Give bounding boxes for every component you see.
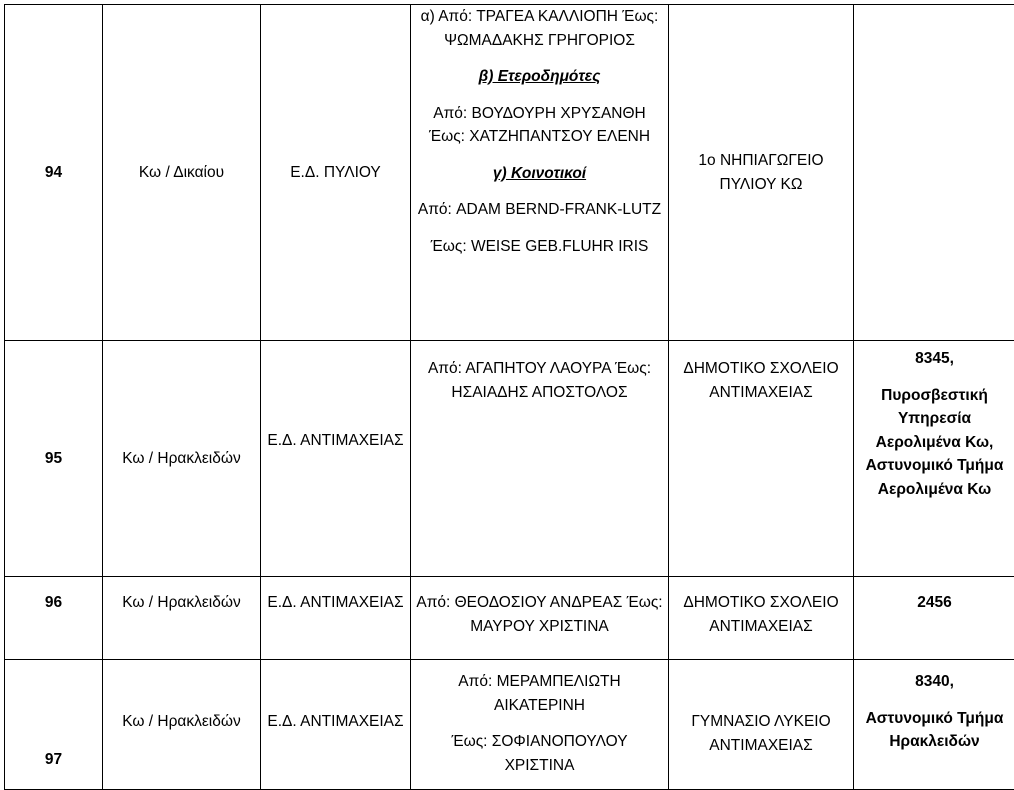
notes-code: 8340, xyxy=(858,670,1011,694)
notes-text: Αστυνομικό Τμήμα Ηρακλειδών xyxy=(858,707,1011,754)
polling-stations-table xyxy=(4,4,1014,790)
voters-heading-c: γ) Κοινοτικοί xyxy=(415,162,664,186)
location-cell: ΔΗΜΟΤΙΚΟ ΣΧΟΛΕΙΟ ΑΝΤΙΜΑΧΕΙΑΣ xyxy=(669,341,854,577)
station-number: 96 xyxy=(5,577,103,660)
notes-text: Πυροσβεστική Υπηρεσία Αερολιμένα Κω, Αστυνομικό Τμήμα Αερολιμένα Κω xyxy=(858,384,1011,502)
voters-range-c-to: Έως: WEISE GEB.FLUHR IRIS xyxy=(415,235,664,259)
location-cell: ΓΥΜΝΑΣΙΟ ΛΥΚΕΙΟ ΑΝΤΙΜΑΧΕΙΑΣ xyxy=(669,660,854,790)
voters-range-b: Από: ΒΟΥΔΟΥΡΗ ΧΡΥΣΑΝΘΗ Έως: ΧΑΤΖΗΠΑΝΤΣΟΥ ΕΛΕΝΗ xyxy=(415,102,664,149)
district-cell: Ε.Δ. ΑΝΤΙΜΑΧΕΙΑΣ xyxy=(261,660,411,790)
table-row xyxy=(5,5,1014,341)
voters-to: Έως: ΣΟΦΙΑΝΟΠΟΥΛΟΥ ΧΡΙΣΤΙΝΑ xyxy=(415,730,664,777)
notes-cell xyxy=(854,5,1014,341)
district-cell: Ε.Δ. ΑΝΤΙΜΑΧΕΙΑΣ xyxy=(261,341,411,577)
table-row xyxy=(5,341,1014,577)
station-number: 95 xyxy=(5,341,103,577)
notes-code: 8345, xyxy=(858,347,1011,371)
voters-heading-b: β) Ετεροδημότες xyxy=(415,65,664,89)
municipality-cell: Κω / Ηρακλειδών xyxy=(103,577,261,660)
voters-range-a: α) Από: ΤΡΑΓΕΑ ΚΑΛΛΙΟΠΗ Έως: ΨΩΜΑΔΑΚΗΣ ΓΡΗΓΟΡΙΟΣ xyxy=(415,5,664,52)
voters-cell xyxy=(411,660,669,790)
voters-cell xyxy=(411,5,669,341)
district-cell: Ε.Δ. ΠΥΛΙΟΥ xyxy=(261,5,411,341)
notes-cell xyxy=(854,660,1014,790)
municipality-cell: Κω / Ηρακλειδών xyxy=(103,660,261,790)
municipality-cell: Κω / Ηρακλειδών xyxy=(103,341,261,577)
notes-cell: 2456 xyxy=(854,577,1014,660)
district-cell: Ε.Δ. ΑΝΤΙΜΑΧΕΙΑΣ xyxy=(261,577,411,660)
station-number: 97 xyxy=(5,660,103,790)
municipality-cell: Κω / Δικαίου xyxy=(103,5,261,341)
table-row xyxy=(5,660,1014,790)
station-number: 94 xyxy=(5,5,103,341)
voters-range-c-from: Από: ADAM BERND-FRANK-LUTZ xyxy=(415,198,664,222)
voters-cell: Από: ΑΓΑΠΗΤΟΥ ΛΑΟΥΡΑ Έως: ΗΣΑΙΑΔΗΣ ΑΠΟΣΤΟΛΟΣ xyxy=(411,341,669,577)
location-cell: 1ο ΝΗΠΙΑΓΩΓΕΙΟ ΠΥΛΙΟΥ ΚΩ xyxy=(669,5,854,341)
table-row xyxy=(5,577,1014,660)
location-cell: ΔΗΜΟΤΙΚΟ ΣΧΟΛΕΙΟ ΑΝΤΙΜΑΧΕΙΑΣ xyxy=(669,577,854,660)
notes-cell xyxy=(854,341,1014,577)
voters-from: Από: ΜΕΡΑΜΠΕΛΙΩΤΗ ΑΙΚΑΤΕΡΙΝΗ xyxy=(415,670,664,717)
voters-cell: Από: ΘΕΟΔΟΣΙΟΥ ΑΝΔΡΕΑΣ Έως: ΜΑΥΡΟΥ ΧΡΙΣΤΙΝΑ xyxy=(411,577,669,660)
